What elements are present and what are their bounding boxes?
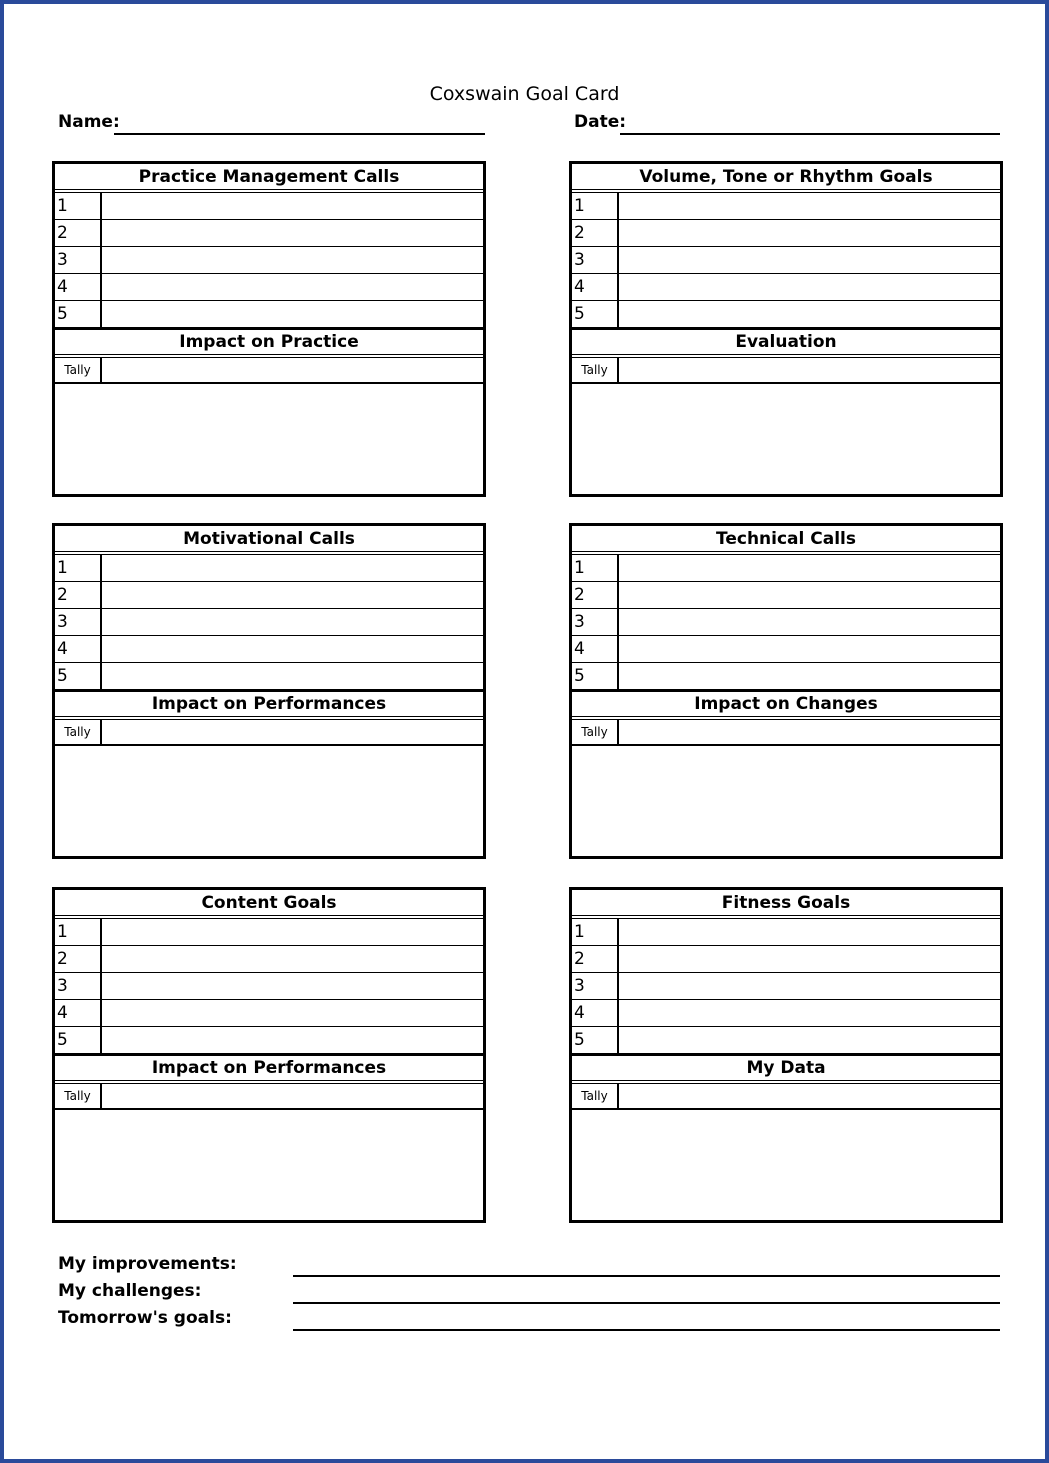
row-number: 5	[55, 1027, 102, 1053]
tally-row	[572, 720, 1000, 746]
notes-area[interactable]	[572, 746, 1000, 856]
goal-card	[52, 161, 486, 497]
row-number: 4	[572, 274, 619, 300]
goal-row	[55, 301, 483, 327]
notes-area[interactable]	[572, 384, 1000, 494]
goal-entry-cell[interactable]	[102, 301, 483, 327]
tally-label: Tally	[572, 720, 619, 744]
row-number: 5	[572, 663, 619, 689]
tally-entry-cell[interactable]	[102, 1084, 483, 1108]
goal-row	[572, 555, 1000, 582]
goal-row	[572, 1000, 1000, 1027]
challenges-line[interactable]	[293, 1302, 1000, 1304]
tally-label: Tally	[55, 720, 102, 744]
tally-entry-cell[interactable]	[619, 1084, 1000, 1108]
goal-row	[572, 919, 1000, 946]
row-number: 3	[55, 247, 102, 273]
goal-entry-cell[interactable]	[619, 193, 1000, 219]
goal-entry-cell[interactable]	[619, 1000, 1000, 1026]
tally-label: Tally	[55, 358, 102, 382]
row-number: 1	[572, 555, 619, 581]
notes-area[interactable]	[55, 746, 483, 856]
goal-entry-cell[interactable]	[619, 946, 1000, 972]
card-title: Volume, Tone or Rhythm Goals	[572, 164, 1000, 193]
improvements-label: My improvements:	[58, 1254, 237, 1274]
goal-row	[55, 1000, 483, 1027]
goal-entry-cell[interactable]	[102, 555, 483, 581]
tally-label: Tally	[572, 358, 619, 382]
row-number: 4	[55, 1000, 102, 1026]
goal-entry-cell[interactable]	[102, 193, 483, 219]
goal-entry-cell[interactable]	[619, 555, 1000, 581]
goal-card	[52, 523, 486, 859]
goal-row	[572, 1027, 1000, 1053]
row-number: 3	[55, 609, 102, 635]
card-subtitle: Impact on Performances	[55, 1056, 483, 1084]
date-field-line[interactable]	[620, 133, 1000, 135]
row-number: 4	[55, 274, 102, 300]
row-number: 1	[55, 919, 102, 945]
goal-row	[572, 946, 1000, 973]
row-number: 3	[55, 973, 102, 999]
goal-row	[55, 636, 483, 663]
tally-entry-cell[interactable]	[619, 720, 1000, 744]
goal-entry-cell[interactable]	[102, 247, 483, 273]
goal-entry-cell[interactable]	[619, 301, 1000, 327]
goal-entry-cell[interactable]	[619, 973, 1000, 999]
date-label: Date:	[574, 112, 627, 132]
row-number: 1	[55, 555, 102, 581]
card-subtitle: Impact on Practice	[55, 330, 483, 358]
goal-entry-cell[interactable]	[619, 636, 1000, 662]
goal-entry-cell[interactable]	[102, 220, 483, 246]
goal-row	[55, 220, 483, 247]
card-subtitle: My Data	[572, 1056, 1000, 1084]
card-title: Content Goals	[55, 890, 483, 919]
goal-entry-cell[interactable]	[102, 582, 483, 608]
goal-row	[572, 193, 1000, 220]
goal-card	[52, 887, 486, 1223]
row-number: 3	[572, 973, 619, 999]
goal-entry-cell[interactable]	[619, 220, 1000, 246]
row-number: 4	[572, 1000, 619, 1026]
tally-entry-cell[interactable]	[619, 358, 1000, 382]
card-title: Motivational Calls	[55, 526, 483, 555]
tomorrows-goals-line[interactable]	[293, 1329, 1000, 1331]
row-number: 5	[572, 1027, 619, 1053]
goal-entry-cell[interactable]	[102, 919, 483, 945]
row-number: 2	[55, 946, 102, 972]
row-number: 1	[572, 919, 619, 945]
tally-label: Tally	[572, 1084, 619, 1108]
goal-row	[572, 582, 1000, 609]
goal-row	[55, 555, 483, 582]
goal-entry-cell[interactable]	[102, 609, 483, 635]
card-subtitle: Evaluation	[572, 330, 1000, 358]
tally-row	[55, 1084, 483, 1110]
row-number: 4	[572, 636, 619, 662]
card-title: Practice Management Calls	[55, 164, 483, 193]
goal-row	[572, 247, 1000, 274]
row-number: 5	[55, 663, 102, 689]
goal-row	[55, 973, 483, 1000]
goal-entry-cell[interactable]	[619, 609, 1000, 635]
card-subtitle: Impact on Changes	[572, 692, 1000, 720]
goal-row	[55, 663, 483, 689]
goal-row	[572, 301, 1000, 327]
goal-row	[572, 274, 1000, 301]
goal-row	[55, 919, 483, 946]
goal-row	[55, 946, 483, 973]
tally-row	[572, 358, 1000, 384]
row-number: 5	[55, 301, 102, 327]
goal-entry-cell[interactable]	[619, 919, 1000, 945]
goal-entry-cell[interactable]	[102, 1000, 483, 1026]
tally-row	[572, 1084, 1000, 1110]
goal-card	[569, 523, 1003, 859]
goal-entry-cell[interactable]	[102, 1027, 483, 1053]
goal-entry-cell[interactable]	[102, 946, 483, 972]
goal-entry-cell[interactable]	[619, 1027, 1000, 1053]
notes-area[interactable]	[55, 384, 483, 494]
row-number: 1	[572, 193, 619, 219]
card-title: Fitness Goals	[572, 890, 1000, 919]
goal-row	[572, 973, 1000, 1000]
tally-row	[55, 358, 483, 384]
goal-row	[55, 1027, 483, 1053]
name-label: Name:	[58, 112, 120, 132]
goal-row	[572, 636, 1000, 663]
goal-row	[55, 582, 483, 609]
goal-row	[55, 274, 483, 301]
goal-entry-cell[interactable]	[619, 247, 1000, 273]
row-number: 4	[55, 636, 102, 662]
tally-entry-cell[interactable]	[102, 358, 483, 382]
goal-row	[55, 193, 483, 220]
name-field-line[interactable]	[114, 133, 485, 135]
card-subtitle: Impact on Performances	[55, 692, 483, 720]
goal-entry-cell[interactable]	[102, 636, 483, 662]
notes-area[interactable]	[572, 1110, 1000, 1220]
improvements-line[interactable]	[293, 1275, 1000, 1277]
tally-entry-cell[interactable]	[102, 720, 483, 744]
goal-entry-cell[interactable]	[619, 663, 1000, 689]
goal-row	[572, 220, 1000, 247]
row-number: 3	[572, 609, 619, 635]
row-number: 2	[55, 582, 102, 608]
card-title: Technical Calls	[572, 526, 1000, 555]
row-number: 1	[55, 193, 102, 219]
page-title: Coxswain Goal Card	[429, 83, 620, 105]
goal-entry-cell[interactable]	[619, 274, 1000, 300]
tally-label: Tally	[55, 1084, 102, 1108]
row-number: 2	[55, 220, 102, 246]
notes-area[interactable]	[55, 1110, 483, 1220]
row-number: 2	[572, 220, 619, 246]
goal-entry-cell[interactable]	[619, 582, 1000, 608]
tally-row	[55, 720, 483, 746]
row-number: 2	[572, 582, 619, 608]
goal-row	[572, 609, 1000, 636]
row-number: 2	[572, 946, 619, 972]
goal-row	[572, 663, 1000, 689]
goal-entry-cell[interactable]	[102, 663, 483, 689]
goal-entry-cell[interactable]	[102, 274, 483, 300]
goal-row	[55, 609, 483, 636]
row-number: 5	[572, 301, 619, 327]
goal-entry-cell[interactable]	[102, 973, 483, 999]
goal-card	[569, 161, 1003, 497]
challenges-label: My challenges:	[58, 1281, 202, 1301]
goal-row	[55, 247, 483, 274]
row-number: 3	[572, 247, 619, 273]
tomorrows-goals-label: Tomorrow's goals:	[58, 1308, 232, 1328]
goal-card	[569, 887, 1003, 1223]
